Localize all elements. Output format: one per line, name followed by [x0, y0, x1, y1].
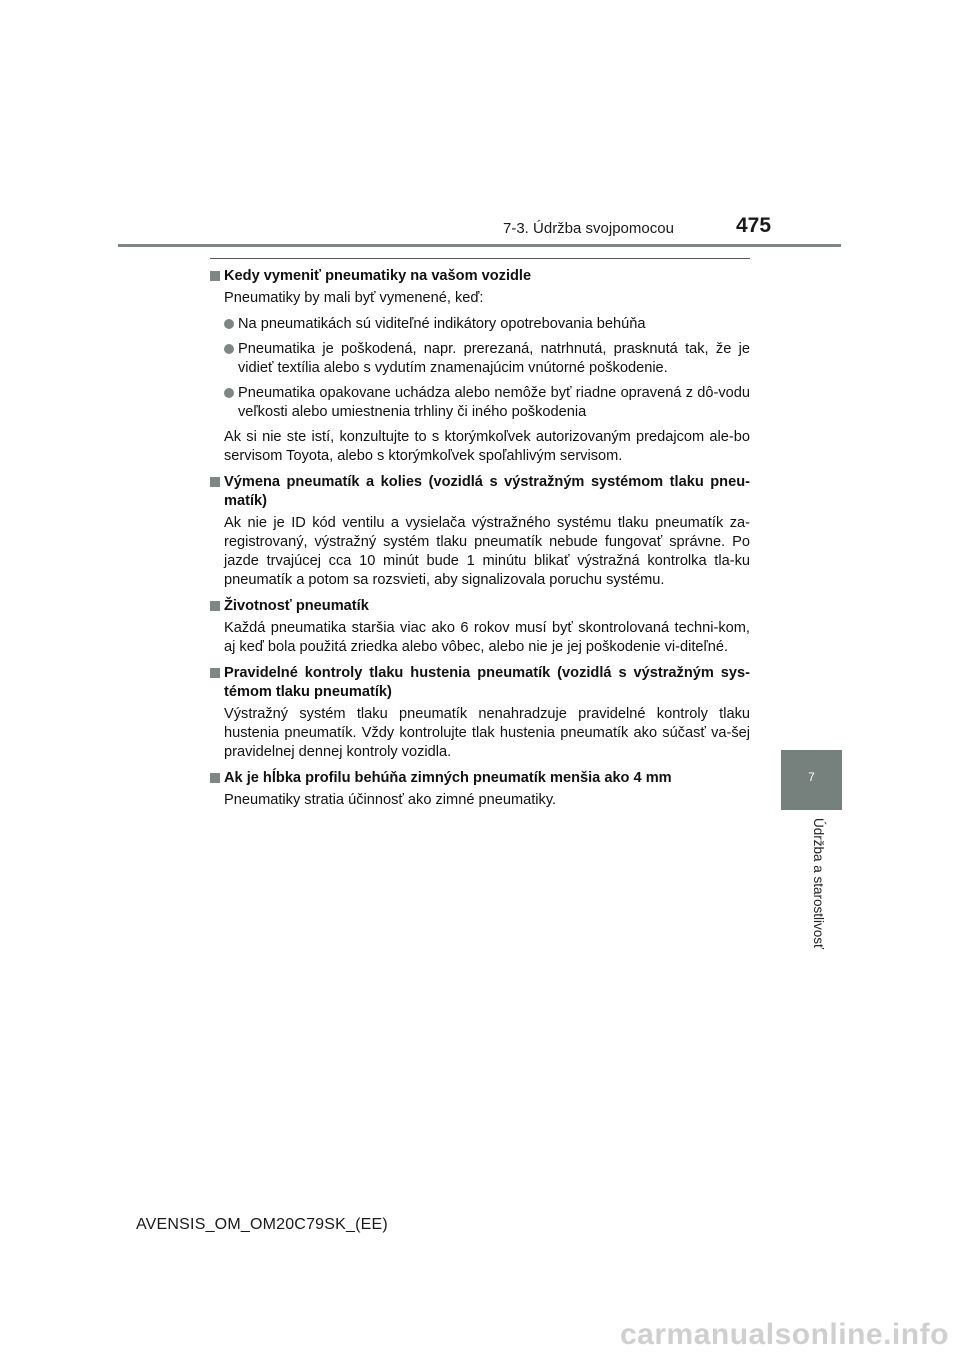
chapter-tab — [781, 750, 842, 810]
square-bullet-icon — [210, 271, 220, 281]
watermark: carmanualsonline.info — [620, 1318, 949, 1351]
heading-text: Výmena pneumatík a kolies (vozidlá s výstražným systémom tlaku pneu-matík) — [224, 474, 750, 509]
list-item — [210, 315, 750, 334]
square-bullet-icon — [210, 773, 220, 783]
section-winter-tread-depth — [210, 769, 750, 810]
section-heading — [210, 664, 750, 702]
section-tire-wheel-exchange — [210, 473, 750, 590]
section-heading — [210, 769, 750, 788]
chapter-number: 7 — [808, 770, 815, 784]
paragraph: Výstražný systém tlaku pneumatík nenahradzuje pravidelné kontroly tlaku hustenia pneumatík. Vždy kontrolujte tlak hustenia pneumatík ako súčasť va-šej pravidelnej dennej kontroly vozidla. — [224, 706, 750, 760]
heading-text: Pravidelné kontroly tlaku hustenia pneumatík (vozidlá s výstražným sys-témom tlaku pneumatík) — [224, 665, 750, 700]
paragraph: Každá pneumatika staršia viac ako 6 rokov musí byť skontrolovaná techni-kom, aj keď bola použitá zriedka alebo vôbec, alebo nie je jej poškodenie vi-diteľné. — [224, 620, 750, 655]
list-item — [210, 384, 750, 422]
paragraph: Pneumatiky by mali byť vymenené, keď: — [224, 290, 484, 306]
square-bullet-icon — [210, 477, 220, 487]
section-heading — [210, 267, 750, 286]
round-bullet-icon — [224, 319, 234, 329]
section-tire-replacement — [210, 267, 750, 466]
square-bullet-icon — [210, 668, 220, 678]
paragraph: Pneumatiky stratia účinnosť ako zimné pneumatiky. — [224, 792, 557, 808]
section-pressure-checks — [210, 664, 750, 762]
list-item-text: Pneumatika opakovane uchádza alebo nemôže byť riadne opravená z dô-vodu veľkosti alebo umiestnenia trhliny či iného poškodenia — [238, 385, 750, 420]
list-item-text: Na pneumatikách sú viditeľné indikátory opotrebovania behúňa — [238, 316, 646, 332]
heading-text: Životnosť pneumatík — [224, 598, 369, 614]
heading-text: Kedy vymeniť pneumatiky na vašom vozidle — [224, 268, 532, 284]
list-item-text: Pneumatika je poškodená, napr. prerezaná, natrhnutá, prasknutá tak, že je vidieť textília alebo s vydutím znamenajúcim vnútorné poškodenie. — [238, 341, 750, 376]
chapter-label: Údržba a starostlivosť — [811, 818, 826, 950]
section-heading — [210, 597, 750, 616]
paragraph: Ak nie je ID kód ventilu a vysielača výstražného systému tlaku pneumatík za-registrovaný, výstražný systém tlaku pneumatík nebude fungovať správne. Po jazde trvajúcej cca 10 minút bude 1 minútu blikať výstražná kontrolka tla-ku pneumatík a potom sa rozsvieti, aby signalizovala poruchu systému. — [224, 515, 750, 588]
heading-text: Ak je hĺbka profilu behúňa zimných pneumatík menšia ako 4 mm — [224, 770, 672, 786]
manual-code: AVENSIS_OM_OM20C79SK_(EE) — [136, 1216, 388, 1233]
page-number: 475 — [736, 214, 772, 237]
round-bullet-icon — [224, 344, 234, 354]
round-bullet-icon — [224, 388, 234, 398]
list-item — [210, 340, 750, 378]
section-heading — [210, 473, 750, 511]
paragraph: Ak si nie ste istí, konzultujte to s ktorýmkoľvek autorizovaným predajcom ale-bo servisom Toyota, alebo s ktorýmkoľvek spoľahlivým servisom. — [224, 429, 750, 464]
header-divider — [118, 244, 841, 247]
section-title: 7-3. Údržba svojpomocou — [503, 220, 674, 237]
page-header — [0, 0, 960, 250]
section-tire-lifespan — [210, 597, 750, 657]
main-content — [210, 258, 750, 817]
square-bullet-icon — [210, 601, 220, 611]
